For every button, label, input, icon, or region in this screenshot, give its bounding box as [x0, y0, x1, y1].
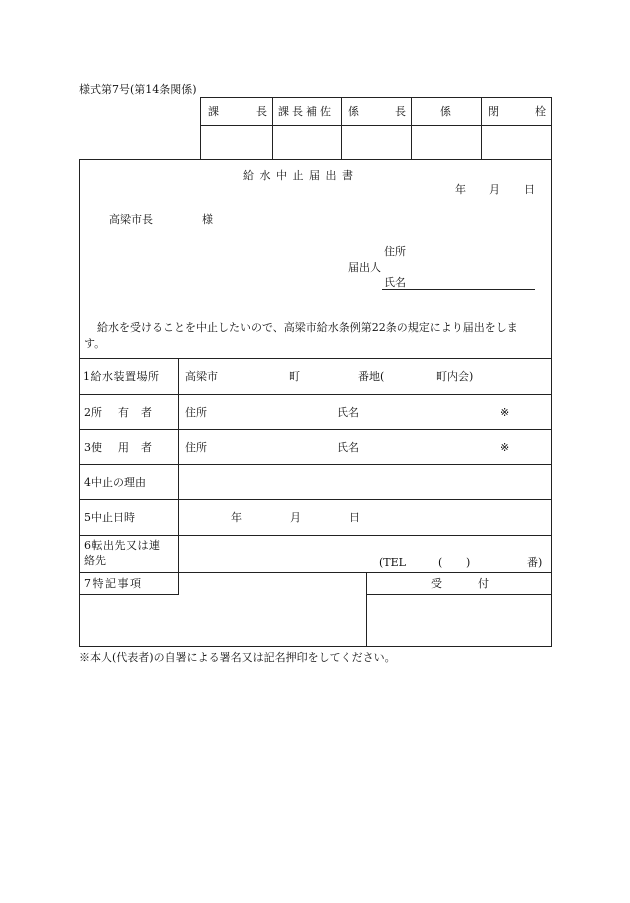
- applicant-address-label: 住所: [384, 245, 406, 258]
- row2-label-b: 有: [118, 406, 129, 419]
- row1-chonai: 町内会): [436, 370, 474, 383]
- stamp-header-kakaricho-b: 長: [395, 105, 406, 118]
- row3-mark: ※: [500, 441, 510, 454]
- stamp-header-heisen-b: 栓: [535, 105, 546, 118]
- stamp-header-kacho-a: 課: [208, 105, 219, 118]
- date-year-label: 年: [455, 183, 466, 196]
- stamp-header-kakaricho-a: 係: [348, 105, 359, 118]
- row1-town: 町: [289, 370, 300, 383]
- applicant-label: 届出人: [348, 261, 381, 274]
- receipt-label-b: 付: [478, 577, 489, 590]
- row3-label-c: 者: [141, 441, 152, 454]
- addressee: 高梁市長: [109, 213, 153, 226]
- row1-city: 高梁市: [185, 370, 218, 383]
- stamp-header-kachohosa: 課長補佐: [278, 105, 334, 118]
- date-month-label: 月: [489, 183, 500, 196]
- statement-line2: す。: [84, 337, 106, 350]
- stamp-header-kakari: 係: [440, 105, 451, 118]
- statement-line1: 給水を受けることを中止したいので、高梁市給水条例第22条の規定により届出をしま: [97, 321, 518, 334]
- row5-year: 年: [231, 511, 242, 524]
- stamp-header-kacho-b: 長: [256, 105, 267, 118]
- row7-label: 7特記事項: [84, 577, 143, 590]
- row1-label: 1給水装置場所: [83, 370, 160, 383]
- row2-label-c: 者: [141, 406, 152, 419]
- row5-month: 月: [290, 511, 301, 524]
- form-title: 給 水 中 止 届 出 書: [243, 169, 354, 182]
- row6-label-line2: 絡先: [84, 554, 106, 567]
- stamp-header-heisen-a: 閉: [488, 105, 499, 118]
- form-number-label: 様式第7号(第14条関係): [79, 83, 197, 96]
- row6-paren-close: ): [466, 556, 471, 569]
- row2-address-label: 住所: [185, 406, 207, 419]
- applicant-name-label: 氏名: [384, 276, 406, 289]
- row2-name-label: 氏名: [337, 406, 359, 419]
- date-day-label: 日: [524, 183, 535, 196]
- row6-tel-label: (TEL: [379, 556, 406, 569]
- row3-label-b: 用: [118, 441, 129, 454]
- row5-label: 5中止日時: [84, 511, 135, 524]
- receipt-label-a: 受: [431, 577, 442, 590]
- row6-ban: 番): [527, 556, 543, 569]
- row3-label-a: 3使: [84, 441, 102, 454]
- row3-address-label: 住所: [185, 441, 207, 454]
- footer-note: ※本人(代表者)の自署による署名又は記名押印をしてください。: [79, 651, 396, 664]
- honorific: 様: [202, 213, 213, 226]
- row4-label: 4中止の理由: [84, 476, 146, 489]
- row6-label-line1: 6転出先又は連: [84, 539, 161, 552]
- row2-label-a: 2所: [84, 406, 102, 419]
- row3-name-label: 氏名: [337, 441, 359, 454]
- applicant-name-underline: [382, 289, 535, 290]
- row2-mark: ※: [500, 406, 510, 419]
- row6-paren-open: (: [438, 556, 443, 569]
- row5-day: 日: [349, 511, 360, 524]
- row1-banchi: 番地(: [358, 370, 385, 383]
